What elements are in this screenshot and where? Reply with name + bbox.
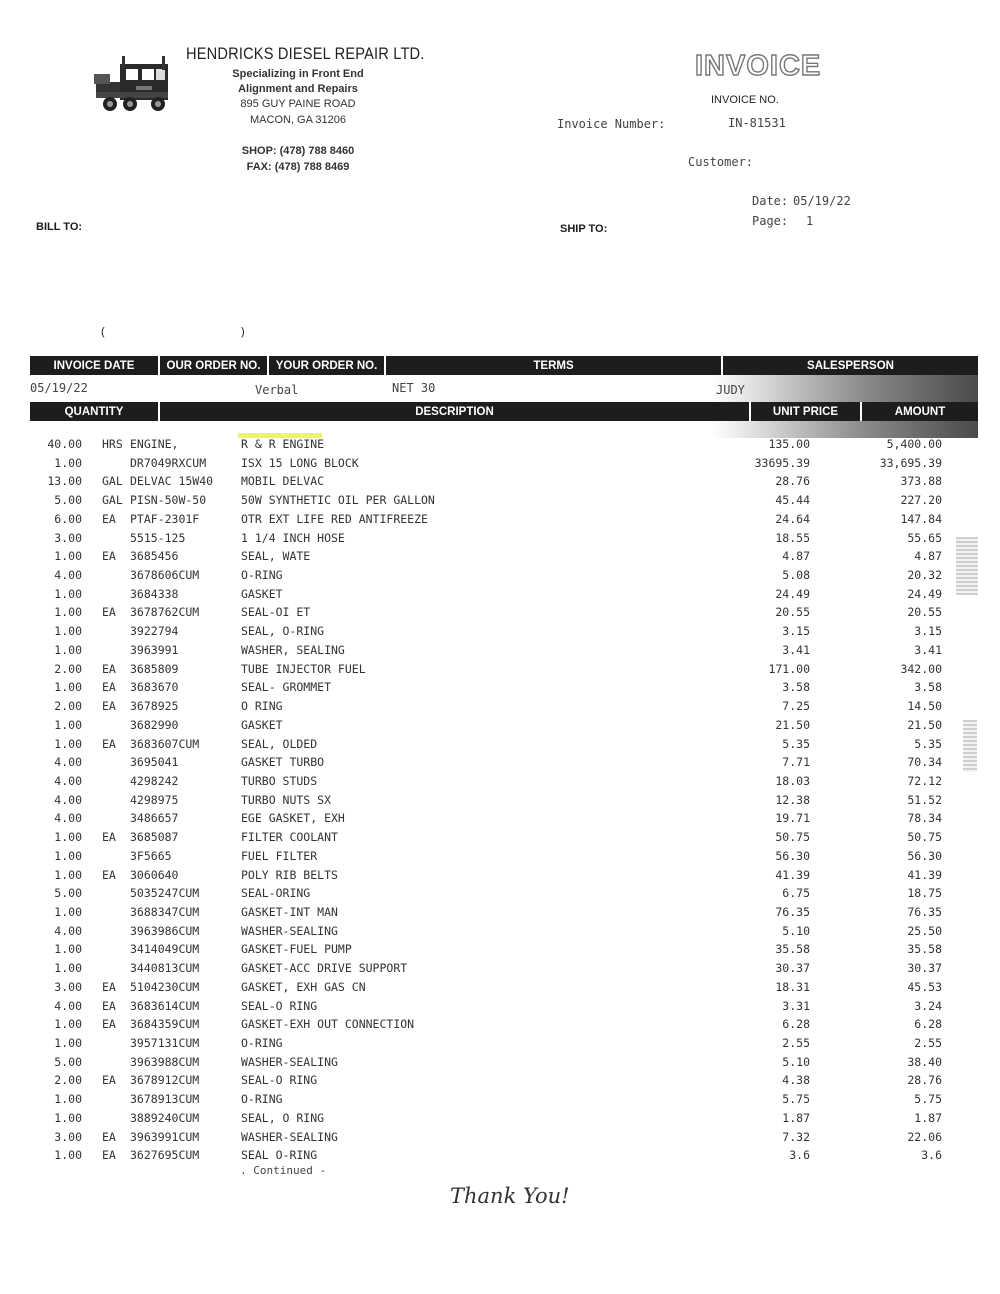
line-unit-price: 21.50 xyxy=(775,717,810,732)
line-part-number: 3957131CUM xyxy=(130,1036,200,1051)
line-part-number: 3440813CUM xyxy=(130,961,200,976)
line-amount: 50.75 xyxy=(907,830,942,845)
line-description: MOBIL DELVAC xyxy=(241,474,325,489)
ship-to-label: SHIP TO: xyxy=(560,223,608,235)
line-description: GASKET-ACC DRIVE SUPPORT xyxy=(241,961,408,976)
line-description: O-RING xyxy=(241,1036,283,1051)
line-description: WASHER, SEALING xyxy=(241,642,345,657)
table-row xyxy=(30,1054,942,1074)
line-unit-price: 28.76 xyxy=(775,474,810,489)
line-description: SEAL-ORING xyxy=(241,886,311,901)
line-amount: 70.34 xyxy=(907,755,942,770)
line-description: R & R ENGINE xyxy=(241,437,325,451)
line-unit-price: 76.35 xyxy=(775,905,810,919)
line-description: TUBE INJECTOR FUEL xyxy=(241,661,366,676)
table-row xyxy=(30,755,942,774)
line-amount: 5,400.00 xyxy=(886,437,942,451)
line-quantity: 1.00 xyxy=(54,586,82,601)
line-amount: 227.20 xyxy=(900,493,942,508)
line-part-number: 4298242 xyxy=(130,773,179,788)
line-description: 1 1/4 INCH HOSE xyxy=(241,530,345,545)
line-quantity: 3.00 xyxy=(54,530,82,545)
header-amount: AMOUNT xyxy=(894,405,946,418)
line-description: GASKET-EXH OUT CONNECTION xyxy=(241,1017,415,1032)
line-unit-price: 7.71 xyxy=(782,755,810,770)
line-quantity: 1.00 xyxy=(54,455,82,470)
table-row xyxy=(30,1092,942,1111)
order-header-bar xyxy=(30,356,978,375)
line-description: SEAL-O RING xyxy=(241,998,318,1013)
company-address-2: MACON, GA 31206 xyxy=(250,114,346,126)
continued-dash: - xyxy=(312,1164,327,1177)
line-part-number: 3486657 xyxy=(130,811,179,826)
table-row xyxy=(30,624,942,643)
customer-label: Customer: xyxy=(688,155,754,169)
line-amount: 4.87 xyxy=(914,549,942,564)
line-unit-price: 6.75 xyxy=(782,886,810,901)
line-unit-price: 4.38 xyxy=(782,1073,810,1088)
line-part-number: 3683670 xyxy=(130,680,179,695)
line-description: SEAL-OI ET xyxy=(241,605,311,620)
line-part-number: 3F5665 xyxy=(130,848,172,863)
line-unit-price: 5.35 xyxy=(782,736,810,751)
line-quantity: 1.00 xyxy=(54,717,82,732)
line-quantity: 1.00 xyxy=(54,942,82,957)
line-amount: 25.50 xyxy=(907,923,942,938)
header-our-order: OUR ORDER NO. xyxy=(160,356,269,375)
line-unit-measure: GAL xyxy=(102,493,123,508)
line-amount: 2.55 xyxy=(914,1036,942,1051)
line-amount: 28.76 xyxy=(907,1073,942,1088)
line-amount: 20.55 xyxy=(907,605,942,620)
line-amount: 38.40 xyxy=(907,1054,942,1069)
line-unit-measure: EA xyxy=(102,830,116,845)
table-row xyxy=(30,549,942,568)
line-quantity: 1.00 xyxy=(54,1148,82,1163)
line-unit-measure: EA xyxy=(102,605,116,620)
line-unit-price: 135.00 xyxy=(768,437,810,451)
line-description: TURBO STUDS xyxy=(241,773,318,788)
line-part-number: 3682990 xyxy=(130,717,179,732)
line-quantity: 3.00 xyxy=(54,1129,82,1144)
line-unit-price: 50.75 xyxy=(775,830,810,845)
scan-artifact xyxy=(963,720,977,772)
line-description: SEAL, O-RING xyxy=(241,624,325,639)
line-unit-price: 171.00 xyxy=(768,661,810,676)
line-unit-price: 5.08 xyxy=(782,568,810,583)
line-unit-measure: EA xyxy=(102,661,116,676)
line-part-number: 3678762CUM xyxy=(130,605,200,620)
order-invoice-date: 05/19/22 xyxy=(30,381,88,395)
line-quantity: 4.00 xyxy=(54,811,82,826)
table-row xyxy=(30,998,942,1018)
line-description: GASKET-FUEL PUMP xyxy=(241,942,352,957)
table-row xyxy=(30,1110,942,1130)
line-amount: 41.39 xyxy=(907,867,942,882)
line-quantity: 4.00 xyxy=(54,792,82,807)
line-unit-price: 3.31 xyxy=(782,998,810,1013)
line-unit-price: 3.41 xyxy=(782,642,810,657)
line-part-number: 3684359CUM xyxy=(130,1017,200,1032)
line-quantity: 1.00 xyxy=(54,848,82,863)
line-description: SEAL, OLDED xyxy=(241,736,318,751)
order-your-order: Verbal xyxy=(255,383,299,397)
table-row xyxy=(30,530,942,550)
header-salesperson: SALESPERSON xyxy=(807,359,894,372)
line-description: FILTER COOLANT xyxy=(241,830,338,845)
line-unit-measure: EA xyxy=(102,867,116,882)
line-amount: 3.41 xyxy=(914,642,942,657)
line-unit-price: 56.30 xyxy=(775,848,810,863)
table-row xyxy=(30,1148,942,1167)
line-unit-price: 5.10 xyxy=(782,1054,810,1069)
line-amount: 55.65 xyxy=(907,530,942,545)
line-part-number: DELVAC 15W40 xyxy=(130,474,214,489)
continued-label: Continued xyxy=(253,1164,313,1177)
table-row xyxy=(30,1129,942,1149)
line-quantity: 1.00 xyxy=(54,1036,82,1051)
line-quantity: 1.00 xyxy=(54,642,82,657)
line-amount: 342.00 xyxy=(900,661,942,676)
line-amount: 78.34 xyxy=(907,811,942,826)
invoice-no-label: INVOICE NO. xyxy=(711,94,779,106)
date-label: Date: xyxy=(752,194,789,208)
line-unit-price: 20.55 xyxy=(775,605,810,620)
line-unit-price: 18.55 xyxy=(775,530,810,545)
table-row xyxy=(30,979,942,999)
header-description: DESCRIPTION xyxy=(160,402,751,421)
line-part-number: 3963988CUM xyxy=(130,1054,200,1069)
lines-header-bar xyxy=(30,402,978,421)
line-description: EGE GASKET, EXH xyxy=(241,811,345,826)
header-invoice-date: INVOICE DATE xyxy=(30,356,160,375)
table-row xyxy=(30,1036,942,1055)
line-quantity: 1.00 xyxy=(54,1092,82,1107)
line-description: WASHER-SEALING xyxy=(241,1129,338,1144)
line-unit-price: 5.75 xyxy=(782,1092,810,1107)
page-label: Page: xyxy=(752,214,789,228)
line-part-number: 3678912CUM xyxy=(130,1073,200,1088)
table-row xyxy=(30,905,942,924)
line-amount: 30.37 xyxy=(907,961,942,976)
line-quantity: 2.00 xyxy=(54,661,82,676)
lines-header-shade xyxy=(30,421,978,438)
line-part-number: 3060640 xyxy=(130,867,179,882)
order-terms: NET 30 xyxy=(392,381,436,395)
table-row xyxy=(30,455,942,475)
line-unit-measure: EA xyxy=(102,511,116,526)
line-unit-measure: EA xyxy=(102,549,116,564)
line-unit-price: 24.64 xyxy=(775,511,810,526)
line-description: SEAL, O RING xyxy=(241,1110,325,1125)
line-amount: 56.30 xyxy=(907,848,942,863)
continued-note xyxy=(240,1164,326,1177)
line-unit-price: 5.10 xyxy=(782,923,810,938)
line-unit-measure: EA xyxy=(102,1073,116,1088)
line-unit-price: 18.03 xyxy=(775,773,810,788)
line-quantity: 4.00 xyxy=(54,998,82,1013)
line-description: GASKET xyxy=(241,586,283,601)
line-amount: 147.84 xyxy=(900,511,942,526)
line-amount: 18.75 xyxy=(907,886,942,901)
line-description: WASHER-SEALING xyxy=(241,923,338,938)
line-part-number: 3922794 xyxy=(130,624,179,639)
header-unit-price: UNIT PRICE xyxy=(751,402,862,421)
line-part-number: 3685456 xyxy=(130,549,179,564)
table-row xyxy=(30,699,942,718)
line-unit-price: 6.28 xyxy=(782,1017,810,1032)
line-description: SEAL, WATE xyxy=(241,549,311,564)
line-unit-price: 12.38 xyxy=(775,792,810,807)
page-number: 1 xyxy=(806,214,814,228)
line-description: GASKET TURBO xyxy=(241,755,325,770)
line-unit-price: 45.44 xyxy=(775,493,810,508)
line-part-number: 3685809 xyxy=(130,661,179,676)
line-amount: 22.06 xyxy=(907,1129,942,1144)
line-part-number: 3683607CUM xyxy=(130,736,200,751)
table-row xyxy=(30,493,942,512)
line-part-number: 3695041 xyxy=(130,755,179,770)
line-quantity: 5.00 xyxy=(54,1054,82,1069)
line-quantity: 1.00 xyxy=(54,680,82,695)
line-description: SEAL O-RING xyxy=(241,1148,318,1163)
line-amount: 45.53 xyxy=(907,979,942,994)
line-description: FUEL FILTER xyxy=(241,848,318,863)
line-part-number: PTAF-2301F xyxy=(130,511,200,526)
invoice-number-label: Invoice Number: xyxy=(557,117,666,131)
line-quantity: 6.00 xyxy=(54,511,82,526)
line-quantity: 13.00 xyxy=(47,474,82,489)
line-part-number: 3678913CUM xyxy=(130,1092,200,1107)
line-unit-price: 7.32 xyxy=(782,1129,810,1144)
line-part-number: ENGINE, xyxy=(130,437,179,451)
table-row xyxy=(30,886,942,905)
line-description: O-RING xyxy=(241,568,283,583)
table-row xyxy=(30,942,942,961)
line-description: O-RING xyxy=(241,1092,283,1107)
company-name: HENDRICKS DIESEL REPAIR LTD. xyxy=(186,44,425,63)
line-quantity: 3.00 xyxy=(54,979,82,994)
line-unit-measure: EA xyxy=(102,736,116,751)
line-unit-price: 30.37 xyxy=(775,961,810,976)
line-description: WASHER-SEALING xyxy=(241,1054,338,1069)
line-unit-measure: EA xyxy=(102,979,116,994)
line-description: GASKET-INT MAN xyxy=(241,905,338,919)
table-row xyxy=(30,680,942,699)
line-description: SEAL- GROMMET xyxy=(241,680,332,695)
line-quantity: 1.00 xyxy=(54,1110,82,1125)
table-row xyxy=(30,1017,942,1036)
truck-logo xyxy=(92,52,184,118)
line-unit-price: 4.87 xyxy=(782,549,810,564)
line-amount: 51.52 xyxy=(907,792,942,807)
line-unit-price: 2.55 xyxy=(782,1036,810,1051)
line-quantity: 4.00 xyxy=(54,773,82,788)
invoice-number: IN-81531 xyxy=(728,116,786,130)
line-unit-measure: EA xyxy=(102,998,116,1013)
line-unit-measure: GAL xyxy=(102,474,123,489)
table-row xyxy=(30,661,942,681)
line-unit-measure: EA xyxy=(102,699,116,714)
line-part-number: 3678925 xyxy=(130,699,179,714)
line-part-number: 3414049CUM xyxy=(130,942,200,957)
line-amount: 33,695.39 xyxy=(879,455,942,470)
line-description: SEAL-O RING xyxy=(241,1073,318,1088)
order-salesperson: JUDY xyxy=(716,383,745,397)
company-tagline-2: Alignment and Repairs xyxy=(238,83,358,95)
invoice-date: 05/19/22 xyxy=(793,194,851,208)
table-row xyxy=(30,642,942,662)
company-address-1: 895 GUY PAINE ROAD xyxy=(240,98,356,110)
line-part-number: 5515-125 xyxy=(130,530,186,545)
line-amount: 76.35 xyxy=(907,905,942,919)
table-row xyxy=(30,867,942,887)
line-unit-price: 19.71 xyxy=(775,811,810,826)
line-unit-measure: EA xyxy=(102,1017,116,1032)
line-amount: 373.88 xyxy=(900,474,942,489)
line-description: OTR EXT LIFE RED ANTIFREEZE xyxy=(241,511,428,526)
table-row xyxy=(30,923,942,943)
line-part-number: 3685087 xyxy=(130,830,179,845)
table-row xyxy=(30,811,942,830)
line-quantity: 4.00 xyxy=(54,923,82,938)
table-row xyxy=(30,830,942,849)
line-amount: 21.50 xyxy=(907,717,942,732)
line-part-number: 3963991CUM xyxy=(130,1129,200,1144)
company-fax: FAX: (478) 788 8469 xyxy=(246,161,350,173)
table-row xyxy=(30,773,942,793)
line-quantity: 4.00 xyxy=(54,755,82,770)
line-description: GASKET, EXH GAS CN xyxy=(241,979,366,994)
order-values-row xyxy=(30,375,978,402)
line-description: TURBO NUTS SX xyxy=(241,792,332,807)
line-part-number: 3683614CUM xyxy=(130,998,200,1013)
company-tagline-1: Specializing in Front End xyxy=(232,68,364,80)
line-amount: 20.32 xyxy=(907,568,942,583)
line-amount: 5.75 xyxy=(914,1092,942,1107)
line-amount: 1.87 xyxy=(914,1110,942,1125)
line-description: ISX 15 LONG BLOCK xyxy=(241,455,359,470)
line-part-number: 3678606CUM xyxy=(130,568,200,583)
line-part-number: 4298975 xyxy=(130,792,179,807)
line-amount: 3.58 xyxy=(914,680,942,695)
line-quantity: 1.00 xyxy=(54,905,82,919)
line-unit-price: 3.58 xyxy=(782,680,810,695)
line-quantity: 1.00 xyxy=(54,549,82,564)
header-terms: TERMS xyxy=(386,356,723,375)
header-your-order: YOUR ORDER NO. xyxy=(269,356,386,375)
line-amount: 35.58 xyxy=(907,942,942,957)
line-amount: 14.50 xyxy=(907,699,942,714)
line-part-number: 3627695CUM xyxy=(130,1148,200,1163)
table-row xyxy=(30,511,942,531)
line-unit-price: 3.15 xyxy=(782,624,810,639)
line-description: GASKET xyxy=(241,717,283,732)
line-amount: 3.6 xyxy=(921,1148,942,1163)
line-description: O RING xyxy=(241,699,283,714)
continued-bullet: . xyxy=(240,1164,254,1177)
table-row xyxy=(30,1073,942,1092)
line-part-number: PISN-50W-50 xyxy=(130,493,207,508)
line-amount: 5.35 xyxy=(914,736,942,751)
line-part-number: 3684338 xyxy=(130,586,179,601)
line-description: 50W SYNTHETIC OIL PER GALLON xyxy=(241,493,435,508)
table-row xyxy=(30,568,942,587)
line-unit-price: 7.25 xyxy=(782,699,810,714)
line-amount: 3.15 xyxy=(914,624,942,639)
table-row xyxy=(30,848,942,868)
line-quantity: 2.00 xyxy=(54,1073,82,1088)
line-unit-measure: HRS xyxy=(102,437,123,451)
line-part-number: 5104230CUM xyxy=(130,979,200,994)
table-row xyxy=(30,474,942,493)
line-unit-price: 1.87 xyxy=(782,1110,810,1125)
line-amount: 3.24 xyxy=(914,998,942,1013)
line-quantity: 40.00 xyxy=(47,437,82,451)
line-quantity: 1.00 xyxy=(54,624,82,639)
line-description: POLY RIB BELTS xyxy=(241,867,338,882)
table-row xyxy=(30,437,942,456)
line-part-number: DR7049RXCUM xyxy=(130,455,207,470)
table-row xyxy=(30,736,942,756)
line-quantity: 1.00 xyxy=(54,867,82,882)
line-quantity: 5.00 xyxy=(54,886,82,901)
line-unit-measure: EA xyxy=(102,1129,116,1144)
thank-you-note: Thank You! xyxy=(450,1184,570,1208)
company-shop-phone: SHOP: (478) 788 8460 xyxy=(241,145,355,157)
table-row xyxy=(30,961,942,980)
header-quantity: QUANTITY xyxy=(30,402,160,421)
line-part-number: 3688347CUM xyxy=(130,905,200,919)
line-unit-price: 24.49 xyxy=(775,586,810,601)
line-quantity: 4.00 xyxy=(54,568,82,583)
line-quantity: 1.00 xyxy=(54,736,82,751)
line-amount: 24.49 xyxy=(907,586,942,601)
line-amount: 6.28 xyxy=(914,1017,942,1032)
line-part-number: 5035247CUM xyxy=(130,886,200,901)
line-part-number: 3889240CUM xyxy=(130,1110,200,1125)
line-quantity: 1.00 xyxy=(54,605,82,620)
scan-artifact xyxy=(956,537,978,595)
table-row xyxy=(30,605,942,624)
line-unit-price: 18.31 xyxy=(775,979,810,994)
line-quantity: 2.00 xyxy=(54,699,82,714)
phone-paren-open: ( xyxy=(101,326,105,338)
line-unit-measure: EA xyxy=(102,1148,116,1163)
table-row xyxy=(30,717,942,737)
line-quantity: 1.00 xyxy=(54,961,82,976)
line-unit-measure: EA xyxy=(102,680,116,695)
line-amount: 72.12 xyxy=(907,773,942,788)
table-row xyxy=(30,586,942,606)
phone-paren-close: ) xyxy=(241,326,245,338)
line-unit-price: 33695.39 xyxy=(754,455,810,470)
line-part-number: 3963991 xyxy=(130,642,179,657)
bill-to-label: BILL TO: xyxy=(36,221,83,233)
line-unit-price: 35.58 xyxy=(775,942,810,957)
line-quantity: 1.00 xyxy=(54,830,82,845)
invoice-title: INVOICE xyxy=(695,50,822,82)
line-quantity: 1.00 xyxy=(54,1017,82,1032)
line-quantity: 5.00 xyxy=(54,493,82,508)
line-unit-price: 3.6 xyxy=(789,1148,810,1163)
line-part-number: 3963986CUM xyxy=(130,923,200,938)
table-row xyxy=(30,792,942,812)
line-unit-price: 41.39 xyxy=(775,867,810,882)
